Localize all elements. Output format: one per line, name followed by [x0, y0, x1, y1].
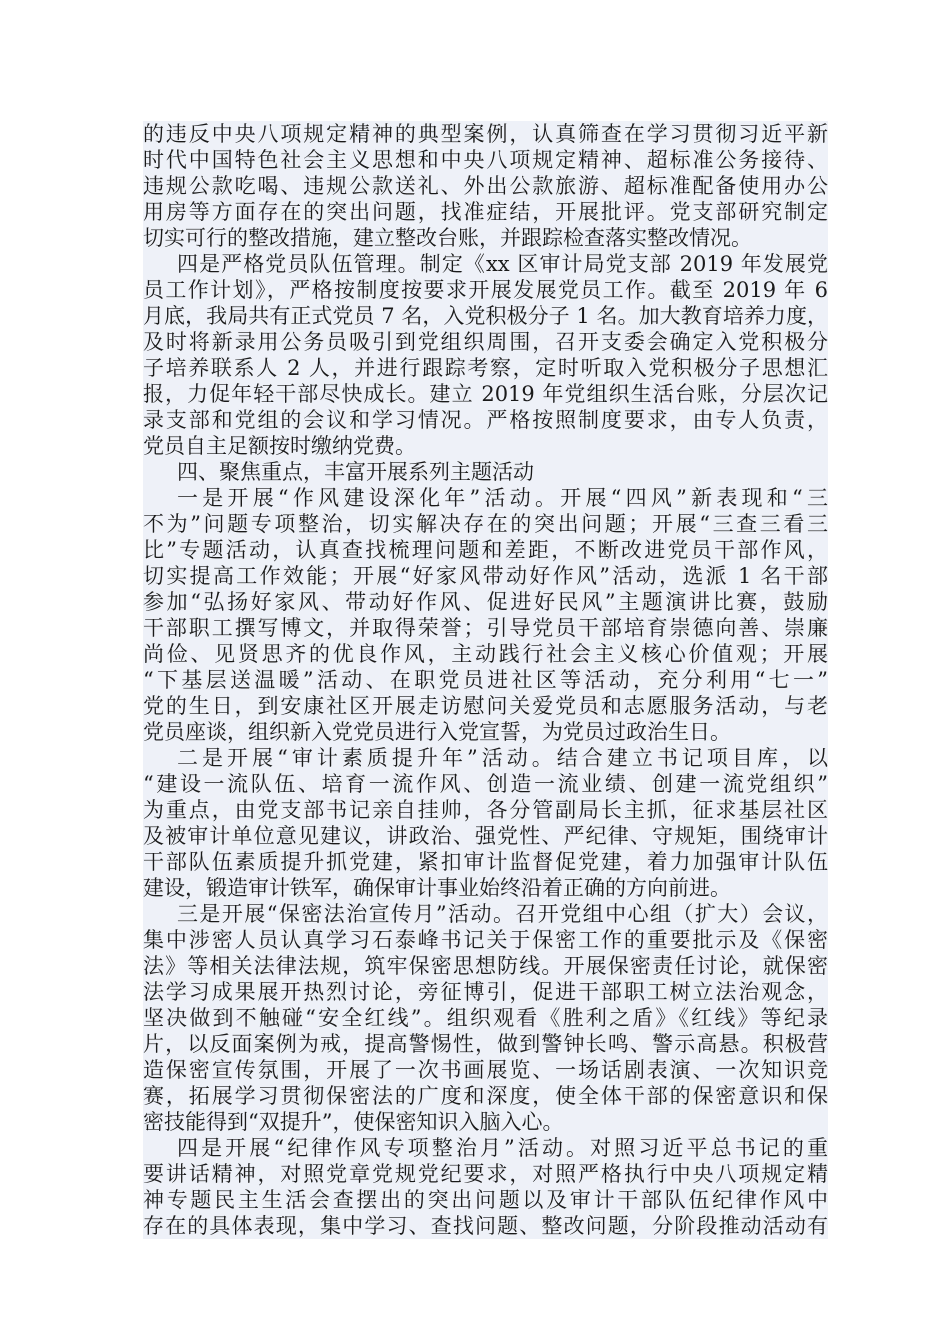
paragraph-line: 造保密宣传氛围，开展了一次书画展览、一场话剧表演、一次知识竞 [143, 1058, 828, 1082]
paragraph-line: 及被审计单位意见建议，讲政治、强党性、严纪律、守规矩，围绕审计 [143, 824, 828, 848]
paragraph-line: 用房等方面存在的突出问题，找准症结，开展批评。党支部研究制定 [143, 200, 828, 224]
paragraph-line: 参加“弘扬好家风、带动好作风、促进好民风”主题演讲比赛，鼓励 [143, 590, 828, 614]
paragraph-line: 尚俭、见贤思齐的优良作风，主动践行社会主义核心价值观；开展 [143, 642, 828, 666]
paragraph-line: 月底，我局共有正式党员 7 名，入党积极分子 1 名。加大教育培养力度， [143, 304, 828, 328]
paragraph-line: 为重点，由党支部书记亲自挂帅，各分管副局长主抓，征求基层社区 [143, 798, 828, 822]
paragraph-line: 坚决做到不触碰“安全红线”。组织观看《胜利之盾》《红线》等纪录 [143, 1006, 828, 1030]
paragraph-line: 干部职工撰写博文，并取得荣誉；引导党员干部培育崇德向善、崇廉 [143, 616, 828, 640]
paragraph-line: 党员自主足额按时缴纳党费。 [143, 433, 828, 459]
paragraph-line: 时代中国特色社会主义思想和中央八项规定精神、超标准公务接待、 [143, 148, 828, 172]
paragraph-first-line: 四是严格党员队伍管理。制定《xx 区审计局党支部 2019 年发展党 [143, 251, 828, 277]
paragraph-first-line: 四是开展“纪律作风专项整治月”活动。对照习近平总书记的重 [143, 1135, 828, 1161]
paragraph-line: “下基层送温暖”活动、在职党员进社区等活动，充分利用“七一” [143, 668, 828, 692]
paragraph-first-line: 四、聚焦重点，丰富开展系列主题活动 [143, 459, 828, 485]
paragraph-line: 的违反中央八项规定精神的典型案例，认真筛查在学习贯彻习近平新 [143, 122, 828, 146]
paragraph-line: “建设一流队伍、培育一流作风、创造一流业绩、创建一流党组织” [143, 772, 828, 796]
paragraph-line: 集中涉密人员认真学习石泰峰书记关于保密工作的重要批示及《保密 [143, 928, 828, 952]
paragraph-line: 切实提高工作效能；开展“好家风带动好作风”活动，选派 1 名干部 [143, 564, 828, 588]
paragraph-line: 党的生日，到安康社区开展走访慰问关爱党员和志愿服务活动，与老 [143, 694, 828, 718]
document-body [143, 121, 828, 1239]
paragraph-line: 党员座谈，组织新入党党员进行入党宣誓，为党员过政治生日。 [143, 719, 828, 745]
paragraph-line: 法学习成果展开热烈讨论，旁征博引，促进干部职工树立法治观念， [143, 980, 828, 1004]
paragraph-line: 建设，锻造审计铁军，确保审计事业始终沿着正确的方向前进。 [143, 875, 828, 901]
paragraph-line: 比”专题活动，认真查找梳理问题和差距，不断改进党员干部作风， [143, 538, 828, 562]
paragraph-line: 干部队伍素质提升抓党建，紧扣审计监督促党建，着力加强审计队伍 [143, 850, 828, 874]
paragraph-first-line: 一是开展“作风建设深化年”活动。开展“四风”新表现和“三 [143, 485, 828, 511]
paragraph-first-line: 二是开展“审计素质提升年”活动。结合建立书记项目库，以 [143, 745, 828, 771]
paragraph-line: 子培养联系人 2 人，并进行跟踪考察，定时听取入党积极分子思想汇 [143, 356, 828, 380]
paragraph-line: 及时将新录用公务员吸引到党组织周围，召开支委会确定入党积极分 [143, 330, 828, 354]
paragraph-line: 切实可行的整改措施，建立整改台账，并跟踪检查落实整改情况。 [143, 225, 828, 251]
paragraph-line: 报，力促年轻干部尽快成长。建立 2019 年党组织生活台账，分层次记 [143, 382, 828, 406]
paragraph-line: 录支部和党组的会议和学习情况。严格按照制度要求，由专人负责， [143, 408, 828, 432]
paragraph-line: 赛，拓展学习贯彻保密法的广度和深度，使全体干部的保密意识和保 [143, 1084, 828, 1108]
paragraph-line: 存在的具体表现，集中学习、查找问题、整改问题，分阶段推动活动有 [143, 1214, 828, 1238]
paragraph-line: 片，以反面案例为戒，提高警惕性，做到警钟长鸣、警示高悬。积极营 [143, 1032, 828, 1056]
paragraph-line: 不为”问题专项整治，切实解决存在的突出问题；开展“三查三看三 [143, 512, 828, 536]
paragraph-line: 神专题民主生活会查摆出的突出问题以及审计干部队伍纪律作风中 [143, 1188, 828, 1212]
paragraph-line: 要讲话精神，对照党章党规党纪要求，对照严格执行中央八项规定精 [143, 1162, 828, 1186]
paragraph-first-line: 三是开展“保密法治宣传月”活动。召开党组中心组（扩大）会议， [143, 901, 828, 927]
paragraph-line: 违规公款吃喝、违规公款送礼、外出公款旅游、超标准配备使用办公 [143, 174, 828, 198]
paragraph-line: 法》等相关法律法规，筑牢保密思想防线。开展保密责任讨论，就保密 [143, 954, 828, 978]
paragraph-line: 密技能得到“双提升”，使保密知识入脑入心。 [143, 1109, 828, 1135]
paragraph-line: 员工作计划》，严格按制度按要求开展发展党员工作。截至 2019 年 6 [143, 278, 828, 302]
